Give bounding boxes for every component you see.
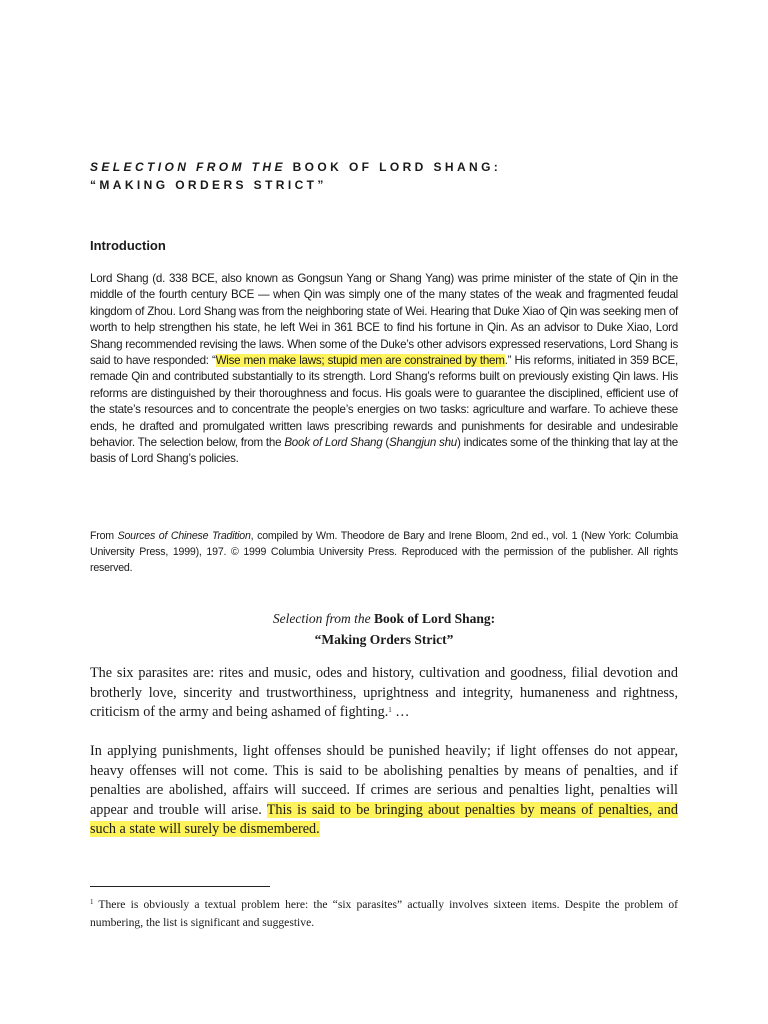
footnote (90, 896, 678, 932)
footnote-number: 1 (90, 898, 94, 906)
highlighted-quote: Wise men make laws; stupid men are constrained by them (215, 354, 505, 368)
selection-title-line-1 (90, 608, 678, 629)
paragraph-1-text: The six parasites are: rites and music, odes and history, cultivation and goodness, filial devotion and brotherly love, sincerity and trustworthiness, uprightness and integrity, humaneness and rightness, criticism of the army and being ashamed of fighting. (90, 665, 678, 721)
header-line-2: “MAKING ORDERS STRICT” (90, 178, 327, 192)
selection-title-bold: Book of Lord Shang: (373, 611, 496, 626)
highlighted-passage: This is said to be bringing about penalties by means of penalties, and such a state will surely be dismembered. (90, 801, 678, 838)
header-line-1 (90, 158, 690, 176)
intro-book-title: Book of Lord Shang (284, 436, 383, 450)
intro-text-1: Lord Shang (d. 338 BCE, also known as Gongsun Yang or Shang Yang) was prime minister of the state of Qin in the middle of the fourth century BCE — when Qin was simply one of the many states of the weak and fragmented feudal kingdom of Zhou. Lord Shang was from the neighboring state of Wei. Hearing that Duke Xiao of Qin was seeking men of worth to help strengthen his state, he left Wei in 361 BCE to find his fortune in Qin. As an advisor to Duke Xiao, Lord Shang recommended revising the laws. When some of the Duke’s other advisors expressed reservations, Lord Shang is said to have responded: “ (90, 272, 678, 368)
selection-paragraph-2 (90, 742, 678, 840)
intro-book-title-chinese: Shangjun shu (389, 436, 457, 450)
document-header (90, 158, 690, 194)
header-book-title: BOOK OF LORD SHANG: (292, 160, 502, 174)
selection-paragraph-1 (90, 664, 678, 723)
source-rest: , compiled by Wm. Theodore de Bary and Irene Bloom, 2nd ed., vol. 1 (New York: Columbia University Press, 1999), 197. © 1999 Columbia University Press. Reproduced with the permission of the publisher. All rights reserved. (90, 530, 678, 574)
paragraph-2-text: In applying punishments, light offenses should be punished heavily; if light offenses do not appear, heavy offenses will not come. This is said to be abolishing penalties by means of penalties, and if penalties are abolished, affairs will succeed. If crimes are serious and penalties light, penalties will appear and trouble will arise. (90, 743, 678, 818)
source-citation (90, 528, 678, 576)
source-title: Sources of Chinese Tradition (117, 530, 251, 542)
footnote-reference[interactable]: 1 (388, 706, 392, 715)
source-prefix: From (90, 530, 118, 542)
intro-text-2: .” His reforms, initiated in 359 BCE, remade Qin and contributed substantially to its strength. Lord Shang’s reforms built on previously existing Qin laws. His reforms are distinguished by their thoroughness and focus. His goals were to guarantee the disciplined, efficient use of the state’s resources and to concentrate the people’s energies on two tasks: agriculture and warfare. To achieve these ends, he drafted and promulgated written laws prescribing rewards and punishments for desirable and undesirable behavior. The selection below, from the (90, 354, 678, 450)
introduction-paragraph (90, 271, 678, 468)
introduction-heading: Introduction (90, 238, 166, 253)
selection-title-italic: Selection from the (272, 611, 371, 626)
selection-title-line-2: “Making Orders Strict” (314, 632, 454, 647)
header-italic-part: SELECTION FROM THE (90, 160, 286, 174)
intro-paren-open: ( (382, 436, 390, 450)
intro-text-3: ) indicates some of the thinking that lay at the basis of Lord Shang’s policies. (90, 436, 678, 466)
paragraph-1-ellipsis: … (391, 704, 410, 721)
footnote-text: There is obviously a textual problem here: the “six parasites” actually involves sixteen items. Despite the problem of numbering, the list is significant and suggestive. (90, 898, 678, 929)
footnote-separator (90, 886, 270, 887)
selection-title (90, 608, 678, 650)
